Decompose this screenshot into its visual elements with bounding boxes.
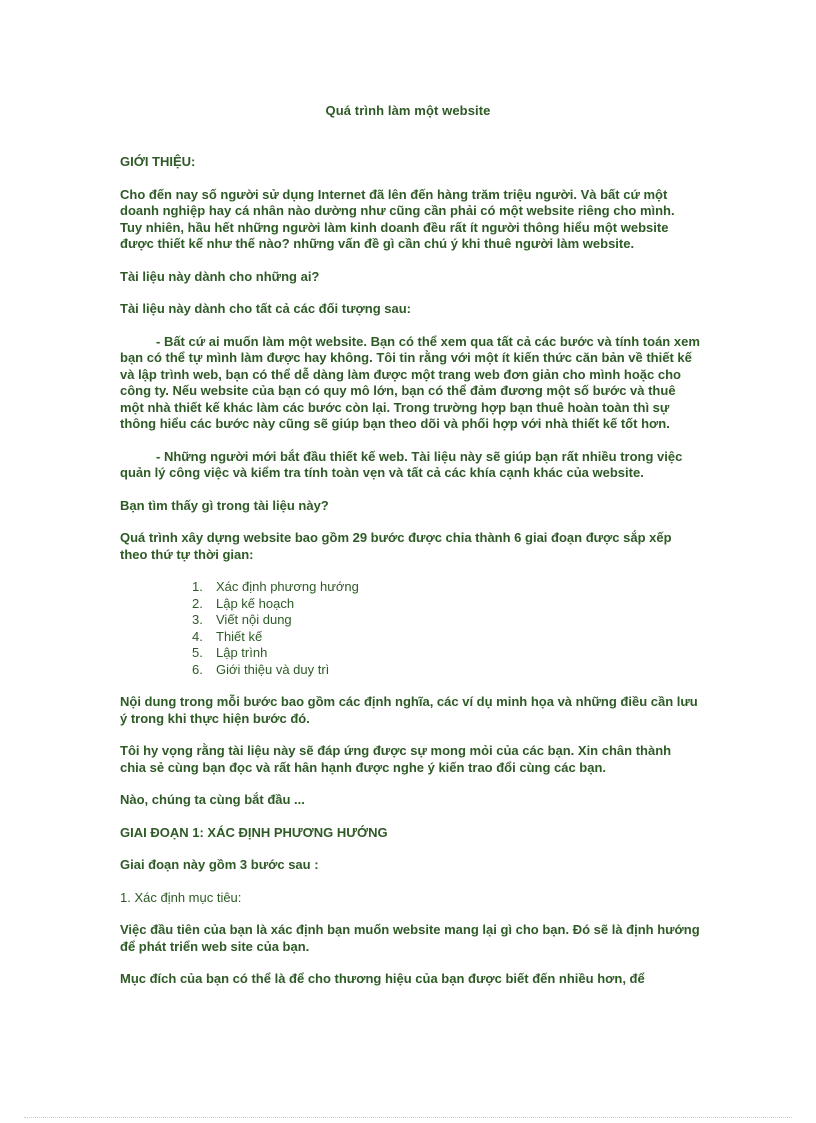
list-number: 6. xyxy=(192,661,203,677)
paragraph: Tài liệu này dành cho những ai? xyxy=(120,268,320,284)
list-item xyxy=(192,579,700,596)
list-number: 2. xyxy=(192,595,203,611)
paragraph: Tôi hy vọng rằng tài liệu này sẽ đáp ứng được sự mong mỏi của các bạn. Xin chân thành chia sẻ cùng bạn đọc và rất hân hạnh được nghe ý kiến trao đổi cùng các bạn. xyxy=(120,743,672,775)
intro-heading: GIỚI THIỆU: xyxy=(120,154,196,169)
paragraph: - Bất cứ ai muốn làm một website. Bạn có thể xem qua tất cả các bước và tính toán xem bạn có thể tự mình làm được hay không. Tôi tin rằng với một ít kiến thức căn bản về thiết kế và lập trình web, bạn có thể dễ dàng làm được một trang web đơn giản cho mình hoặc cho công ty. Nếu website của bạn có quy mô lớn, bạn có thể đảm đương một số bước và thuê một nhà thiết kế khác làm các bước còn lại. Trong trường hợp bạn thuê hoàn toàn thì sự thông hiểu các bước này cũng sẽ giúp bạn theo dõi và phối hợp với nhà thiết kế tốt hơn. xyxy=(120,333,700,431)
page-bottom-divider xyxy=(24,1117,792,1118)
section-heading: GIAI ĐOẠN 1: XÁC ĐỊNH PHƯƠNG HƯỚNG xyxy=(120,824,388,840)
document-body xyxy=(120,154,700,1004)
paragraph: Tài liệu này dành cho tất cả các đối tượng sau: xyxy=(120,301,411,316)
document-title: Quá trình làm một website xyxy=(325,103,491,118)
list-label: Lập trình xyxy=(216,645,268,660)
list-number: 1. xyxy=(192,579,203,594)
list-item xyxy=(192,612,700,629)
paragraph: Nào, chúng ta cùng bắt đầu ... xyxy=(120,792,305,807)
step-heading: 1. Xác định mục tiêu: xyxy=(120,889,242,905)
paragraph: Quá trình xây dựng website bao gồm 29 bước được chia thành 6 giai đoạn được sắp xếp theo thứ tự thời gian: xyxy=(120,530,672,562)
list-number: 3. xyxy=(192,612,203,627)
list-number: 5. xyxy=(192,645,203,660)
list-item xyxy=(192,629,700,646)
list-item xyxy=(192,645,700,662)
list-label: Viết nội dung xyxy=(216,612,292,627)
stage-list xyxy=(120,579,700,678)
paragraph: Mục đích của bạn có thể là để cho thương hiệu của bạn được biết đến nhiều hơn, để xyxy=(120,971,645,986)
list-label: Giới thiệu và duy trì xyxy=(216,661,330,677)
list-label: Thiết kế xyxy=(216,628,263,644)
paragraph: Nội dung trong mỗi bước bao gồm các định nghĩa, các ví dụ minh họa và những điều cần lưu ý trong khi thực hiện bước đó. xyxy=(120,694,698,726)
paragraph: Việc đầu tiên của bạn là xác định bạn muốn website mang lại gì cho bạn. Đó sẽ là định hướng để phát triển web site của bạn. xyxy=(120,922,700,954)
paragraph: Bạn tìm thấy gì trong tài liệu này? xyxy=(120,497,329,513)
paragraph: Cho đến nay số người sử dụng Internet đã lên đến hàng trăm triệu người. Và bất cứ một doanh nghiệp hay cá nhân nào dường như cũng cần phải có một website riêng cho mình. Tuy nhiên, hầu hết những người làm kinh doanh đều rất ít người thông hiểu một website được thiết kế như thế nào? những vấn đề gì cần chú ý khi thuê người làm website. xyxy=(120,186,675,251)
list-item xyxy=(192,662,700,679)
list-label: Xác định phương hướng xyxy=(216,579,359,594)
paragraph: - Những người mới bắt đầu thiết kế web. Tài liệu này sẽ giúp bạn rất nhiều trong việc quản lý công việc và kiểm tra tính toàn vẹn và tất cả các khía cạnh khác của website. xyxy=(120,448,683,480)
list-number: 4. xyxy=(192,628,203,644)
list-item xyxy=(192,596,700,613)
list-label: Lập kế hoạch xyxy=(216,595,295,611)
paragraph: Giai đoạn này gồm 3 bước sau : xyxy=(120,857,319,872)
